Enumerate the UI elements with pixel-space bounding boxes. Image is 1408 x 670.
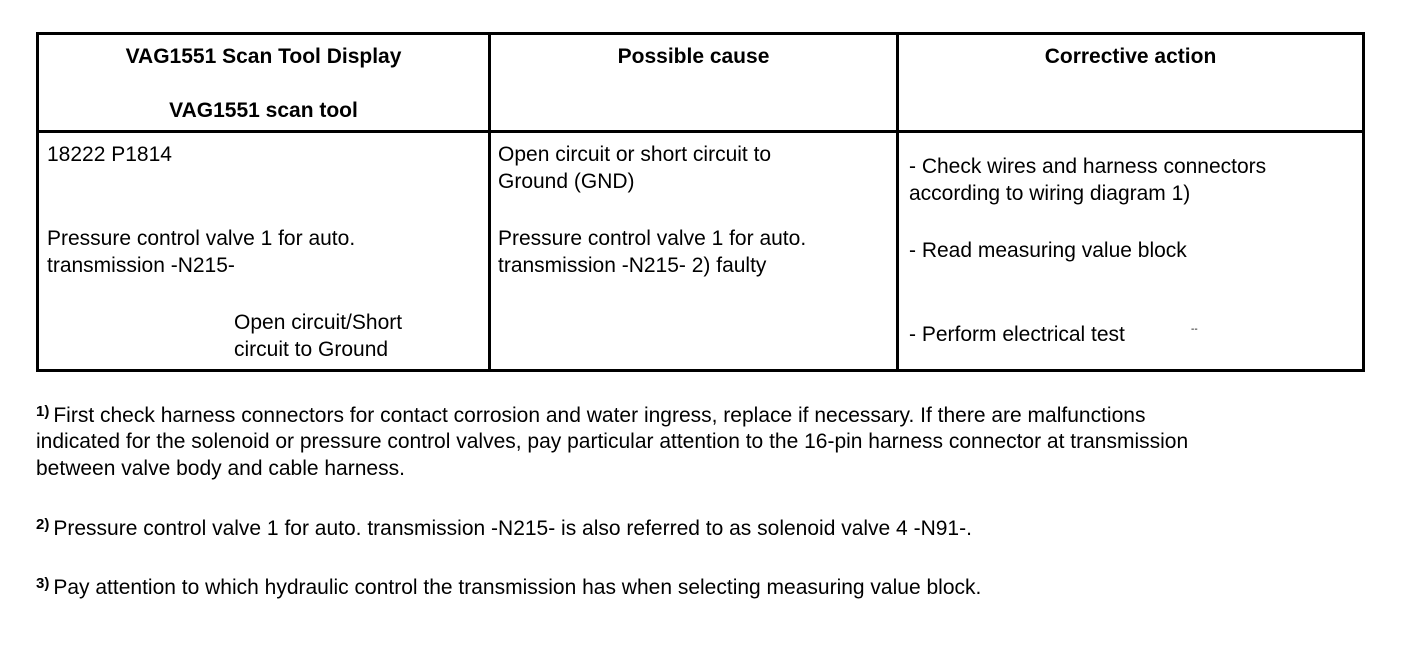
footnote-3 bbox=[36, 570, 981, 601]
footnote-1-marker: 1) bbox=[36, 403, 50, 420]
table-header-row bbox=[38, 34, 1364, 132]
footnote-1-line2: indicated for the solenoid or pressure control valves, pay particular attention to the 16-pin harness connector at transmission bbox=[36, 430, 1189, 453]
diagnostic-table bbox=[36, 32, 1365, 372]
header-scan-tool-display bbox=[38, 34, 490, 132]
action-item2: - Read measuring value block bbox=[909, 239, 1187, 262]
footnote-1-continuation-2 bbox=[36, 455, 405, 482]
footnote-2-line1: Pressure control valve 1 for auto. transmission -N215- is also referred to as solenoid valve 4 -N91-. bbox=[53, 517, 972, 540]
cell-possible-cause bbox=[490, 132, 898, 371]
header-possible-cause bbox=[490, 34, 898, 132]
header-scan-tool-display-line1: VAG1551 Scan Tool Display bbox=[125, 45, 402, 68]
fault-type-line2: circuit to Ground bbox=[234, 338, 389, 361]
fault-code: 18222 P1814 bbox=[47, 143, 172, 166]
footnote-1-continuation bbox=[36, 428, 1188, 455]
action-item3-mark: -- bbox=[1191, 324, 1198, 335]
header-corrective-action bbox=[898, 34, 1364, 132]
footnote-2 bbox=[36, 511, 972, 542]
cause-line1: Open circuit or short circuit to bbox=[498, 143, 772, 166]
component-line1: Pressure control valve 1 for auto. bbox=[47, 227, 356, 250]
cell-corrective-action bbox=[898, 132, 1364, 371]
footnote-2-marker: 2) bbox=[36, 516, 50, 533]
action-item3: - Perform electrical test bbox=[909, 323, 1125, 346]
header-possible-cause-label: Possible cause bbox=[617, 45, 770, 68]
table-row bbox=[38, 132, 1364, 371]
action-item1-line2: according to wiring diagram 1) bbox=[909, 182, 1191, 205]
footnote-1-line1: First check harness connectors for contact corrosion and water ingress, replace if necessary. If there are malfunctions bbox=[53, 404, 1146, 427]
footnote-3-marker: 3) bbox=[36, 575, 50, 592]
component-line2: transmission -N215- bbox=[47, 254, 235, 277]
cause-line2: Ground (GND) bbox=[498, 170, 635, 193]
footnote-1 bbox=[36, 398, 1145, 429]
cell-scan-tool-display bbox=[38, 132, 490, 371]
cause-line3: Pressure control valve 1 for auto. bbox=[498, 227, 807, 250]
fault-type-line1: Open circuit/Short bbox=[234, 311, 403, 334]
footnote-3-line1: Pay attention to which hydraulic control the transmission has when selecting measuring value block. bbox=[53, 576, 982, 599]
action-item1-line1: - Check wires and harness connectors bbox=[909, 155, 1267, 178]
footnote-1-line3: between valve body and cable harness. bbox=[36, 457, 405, 480]
cause-line4: transmission -N215- 2) faulty bbox=[498, 254, 767, 277]
header-corrective-action-label: Corrective action bbox=[1044, 45, 1217, 68]
header-scan-tool-display-line2: VAG1551 scan tool bbox=[169, 99, 358, 122]
